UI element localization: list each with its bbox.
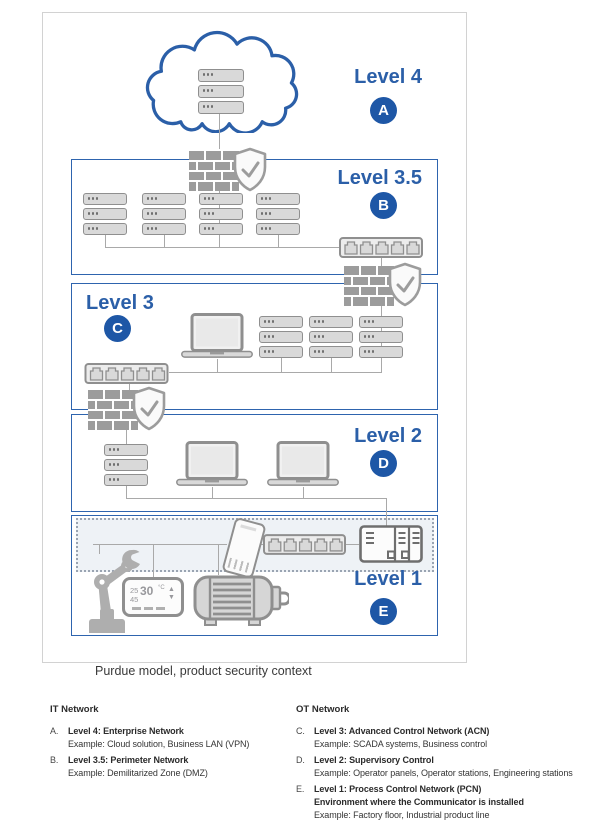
server-bar	[256, 223, 300, 235]
level-3-label: Level 3	[86, 292, 154, 314]
server-stack-icon	[104, 444, 148, 486]
level-1-badge: E	[370, 598, 397, 625]
level-4-label: Level 4	[354, 66, 422, 88]
laptop-icon	[267, 441, 339, 487]
it-network-header: IT Network	[50, 704, 99, 715]
server-stack-icon	[83, 193, 127, 235]
server-bar	[359, 331, 403, 343]
connector-line	[219, 113, 220, 149]
server-stack-icon	[309, 316, 353, 358]
legend-letter: D.	[296, 755, 305, 765]
server-stack-icon	[142, 193, 186, 235]
server-bar	[104, 459, 148, 471]
firewall-shield-icon	[87, 384, 167, 436]
server-bar	[309, 331, 353, 343]
server-bar	[256, 208, 300, 220]
legend-letter: C.	[296, 726, 305, 736]
network-switch-icon	[263, 534, 346, 555]
connector-line	[346, 544, 359, 545]
legend-item-b	[50, 754, 208, 780]
legend-letter: A.	[50, 726, 59, 736]
connector-line	[93, 544, 227, 545]
legend-example: Example: Cloud solution, Business LAN (VPN)	[68, 739, 250, 749]
legend-example: Example: SCADA systems, Business control	[314, 739, 488, 749]
server-bar	[142, 223, 186, 235]
connector-line	[281, 358, 282, 373]
connector-line	[126, 498, 387, 499]
server-bar	[199, 223, 243, 235]
connector-line	[153, 544, 154, 579]
server-stack-icon	[259, 316, 303, 358]
temp-value-small-bottom: 45	[130, 595, 139, 604]
server-bar	[104, 444, 148, 456]
server-bar	[198, 101, 244, 114]
level-1-label: Level 1	[354, 568, 422, 590]
server-bar	[104, 474, 148, 486]
legend-example: Example: Factory floor, Industrial product line	[314, 810, 490, 820]
diagram-frame	[42, 12, 467, 663]
legend-letter: E.	[296, 784, 305, 794]
legend-item-e	[296, 783, 524, 822]
level-3-5-label: Level 3.5	[337, 167, 422, 189]
down-arrow-icon: ▼	[168, 594, 175, 601]
level-2-badge: D	[370, 450, 397, 477]
legend-item-a	[50, 725, 249, 751]
laptop-icon	[181, 313, 253, 359]
server-bar	[259, 331, 303, 343]
temp-value-main: 30	[140, 584, 154, 598]
legend-item-c	[296, 725, 489, 751]
legend-title: Level 2: Supervisory Control	[314, 755, 434, 765]
display-footer-bars	[132, 607, 141, 610]
server-bar	[198, 69, 244, 82]
legend-title: Level 3: Advanced Control Network (ACN)	[314, 726, 490, 736]
server-bar	[309, 346, 353, 358]
temp-unit: °C	[158, 585, 165, 591]
server-stack-icon	[198, 69, 244, 114]
laptop-icon	[176, 441, 248, 487]
network-switch-icon	[84, 363, 169, 384]
legend-title: Level 4: Enterprise Network	[68, 726, 184, 736]
temp-value-small-top: 25	[130, 586, 139, 595]
legend-letter: B.	[50, 755, 59, 765]
server-stack-icon	[256, 193, 300, 235]
level-2-label: Level 2	[354, 425, 422, 447]
connector-line	[386, 498, 387, 526]
plc-icon	[359, 525, 423, 563]
level-3-5-badge: B	[370, 192, 397, 219]
legend-subtitle: Environment where the Communicator is installed	[314, 797, 524, 807]
server-bar	[309, 316, 353, 328]
legend-title: Level 3.5: Perimeter Network	[68, 755, 189, 765]
level-3-badge: C	[104, 315, 131, 342]
server-bar	[142, 208, 186, 220]
server-bar	[83, 193, 127, 205]
network-switch-icon	[339, 237, 423, 258]
server-bar	[83, 223, 127, 235]
server-bar	[199, 208, 243, 220]
legend-example: Example: Demilitarized Zone (DMZ)	[68, 768, 208, 778]
server-bar	[142, 193, 186, 205]
firewall-shield-icon	[188, 145, 268, 197]
server-bar	[259, 316, 303, 328]
legend-example: Example: Operator panels, Operator stations, Engineering stations	[314, 768, 573, 778]
legend-title: Level 1: Process Control Network (PCN)	[314, 784, 482, 794]
temperature-display-icon	[122, 577, 184, 617]
connector-line	[218, 544, 219, 575]
connector-line	[331, 358, 332, 373]
server-stack-icon	[359, 316, 403, 358]
server-bar	[359, 316, 403, 328]
connector-line	[105, 247, 339, 248]
server-bar	[83, 208, 127, 220]
server-bar	[198, 85, 244, 98]
server-bar	[259, 346, 303, 358]
server-bar	[359, 346, 403, 358]
firewall-shield-icon	[343, 260, 423, 312]
ot-network-header: OT Network	[296, 704, 350, 715]
server-stack-icon	[199, 193, 243, 235]
connector-line	[169, 372, 382, 373]
diagram-caption: Purdue model, product security context	[95, 664, 312, 678]
level-4-badge: A	[370, 97, 397, 124]
connector-line	[217, 359, 218, 373]
motor-icon	[193, 574, 289, 628]
legend-item-d	[296, 754, 573, 780]
up-arrow-icon: ▲	[168, 586, 175, 593]
